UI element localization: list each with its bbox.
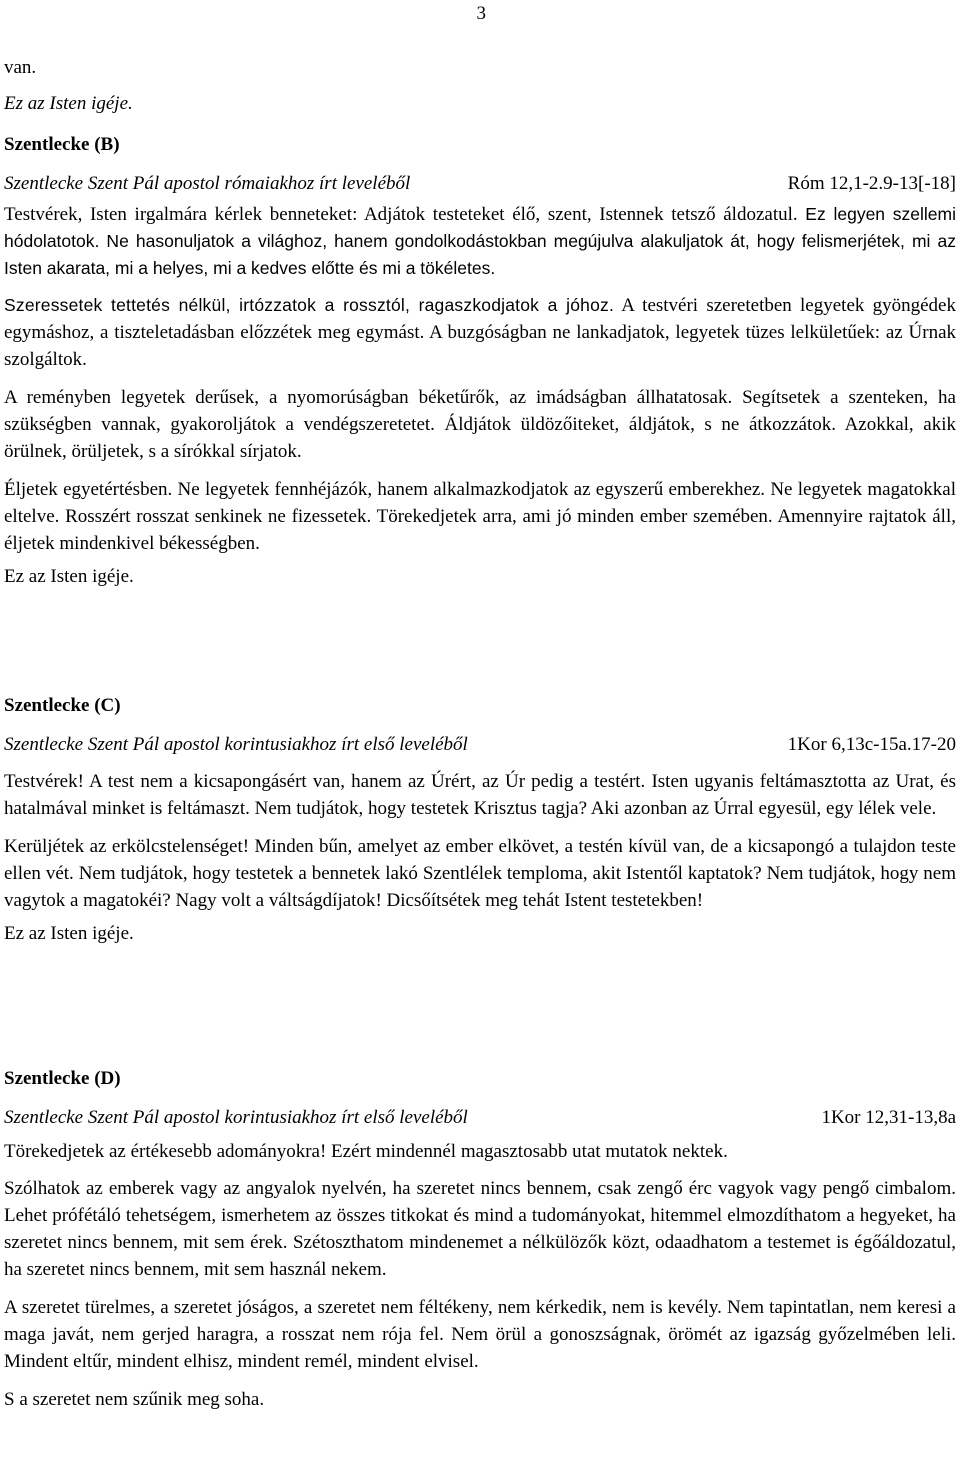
section-d-source-ref: 1Kor 12,31-13,8a	[821, 1107, 956, 1128]
section-b-paragraph-3: A reményben legyetek derűsek, a nyomorúságban béketűrők, az imádságban állhatatosak. Segítsetek a szenteken, ha szükségben vannak, gyakoroljátok a vendégszeretetet. Áldjátok üldözőiteket, áldjátok, s ne átkozzátok. Azokkal, akik örülnek, örüljetek, s a sírókkal sírjatok.	[4, 387, 956, 462]
section-d-source-title: Szentlecke Szent Pál apostol korintusiakhoz írt első leveléből	[4, 1107, 468, 1128]
section-b-paragraph-2	[4, 292, 956, 373]
intro-line: van.	[4, 57, 37, 78]
section-c-paragraph-1: Testvérek! A test nem a kicsapongásért van, hanem az Úrért, az Úr pedig a testért. Isten ugyanis feltámasztotta az Urat, és hatalmával minket is feltámaszt. Nem tudjátok, hogy testetek Krisztus tagja? Aki azonban az Úrral egyesül, egy lélek vele.	[4, 771, 956, 819]
section-d-paragraph-1: Törekedjetek az értékesebb adományokra! Ezért mindennél magasztosabb utat mutatok nektek.	[4, 1141, 728, 1162]
section-b	[4, 131, 956, 590]
section-b-closing: Ez az Isten igéje.	[4, 566, 134, 587]
page-number: 3	[476, 3, 486, 24]
section-c-closing: Ez az Isten igéje.	[4, 923, 134, 944]
section-d-paragraph-2: Szólhatok az emberek vagy az angyalok nyelvén, ha szeretet nincs bennem, csak zengő érc vagyok vagy pengő cimbalom. Lehet prófétáló tehetségem, ismerhetem az összes titkokat és mind a tudományokat, hitemmel elmozdíthatom a hegyeket, ha szeretet nincs bennem, mit sem érek. Szétoszthatom mindenemet a nélkülözők közt, odaadhatom a testemet is égőáldozatul, ha szeretet nincs bennem, mit sem használ nekem.	[4, 1178, 956, 1280]
section-d-heading: Szentlecke (D)	[4, 1068, 121, 1089]
section-c-heading: Szentlecke (C)	[4, 695, 121, 716]
section-b-source-ref: Róm 12,1-2.9-13[-18]	[787, 173, 956, 194]
section-b-paragraph-1-sans: Ez legyen szellemi hódolatotok. Ne hasonuljatok a világhoz, hanem gondolkodástokban megújulva alakuljatok át, hogy felismerjétek, mi az Isten akarata, mi a helyes, mi a kedves előtte és mi a tökéletes.	[4, 204, 957, 278]
section-b-paragraph-1	[4, 201, 956, 282]
section-b-paragraph-1-serif: Testvérek, Isten irgalmára kérlek benneteket: Adjátok testeteket élő, szent, Istennek tetsző áldozatul.	[4, 204, 806, 225]
section-b-source	[4, 170, 956, 197]
section-c	[4, 692, 956, 947]
section-c-source	[4, 731, 956, 758]
section-c-paragraph-2: Kerüljétek az erkölcstelenséget! Minden bűn, amelyet az ember elkövet, a testén kívül van, de a kicsapongó a tulajdon teste ellen vét. Nem tudjátok, hogy testetek a bennetek lakó Szentlélek temploma, akit Istentől kaptatok? Nem tudjátok, hogy nem vagytok a magatokéi? Nagy volt a váltságdíjatok! Dicsőítsétek meg tehát Istent testetekben!	[4, 836, 956, 911]
closing-line-a: Ez az Isten igéje.	[4, 93, 133, 114]
section-b-paragraph-4: Éljetek egyetértésben. Ne legyetek fennhéjázók, hanem alkalmazkodjatok az egyszerű emberekhez. Ne legyetek magatokkal eltelve. Rosszért rosszat senkinek ne fizessetek. Törekedjetek arra, ami jó minden ember szemében. Amennyire rajtatok áll, éljetek mindenkivel békességben.	[4, 479, 956, 554]
section-d	[4, 1065, 956, 1413]
section-b-paragraph-2-sans: Szeressetek tettetés nélkül, irtózzatok a rossztól, ragaszkodjatok a jóhoz.	[4, 295, 615, 315]
section-d-paragraph-4: S a szeretet nem szűnik meg soha.	[4, 1389, 265, 1410]
section-c-source-ref: 1Kor 6,13c-15a.17-20	[787, 734, 956, 755]
section-d-paragraph-3: A szeretet türelmes, a szeretet jóságos, a szeretet nem féltékeny, nem kérkedik, nem is kevély. Nem tapintatlan, nem keresi a maga javát, nem gerjed haragra, a rosszat nem rója fel. Nem örül a gonoszságnak, örömét az igazság győzelmében leli. Mindent eltűr, mindent elhisz, mindent remél, mindent elvisel.	[4, 1297, 956, 1372]
section-b-source-title: Szentlecke Szent Pál apostol rómaiakhoz írt leveléből	[4, 173, 411, 194]
section-b-paragraph-2-serif: A testvéri szeretetben legyetek gyöngédek egymáshoz, a tiszteletadásban előzzétek meg egymást. A buzgóságban ne lankadjatok, legyetek tüzes lelkületűek: az Úrnak szolgáltok.	[4, 295, 956, 370]
section-d-source	[4, 1104, 956, 1131]
section-b-heading: Szentlecke (B)	[4, 134, 120, 155]
section-c-source-title: Szentlecke Szent Pál apostol korintusiakhoz írt első leveléből	[4, 734, 468, 755]
